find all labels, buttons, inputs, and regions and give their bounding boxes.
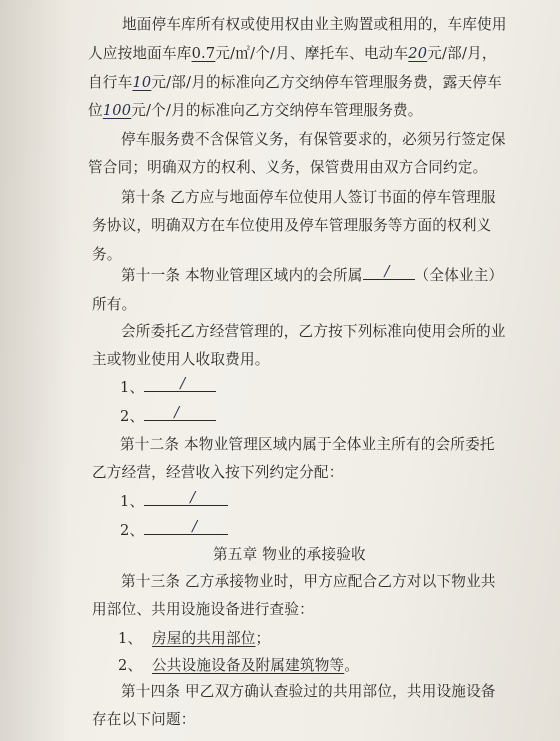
article-14-line1: 第十四条 甲乙双方确认查验过的共用部位，共用设施设备 <box>121 683 496 700</box>
article-13-item-1-num: 1、 <box>118 630 143 647</box>
p1-line2 <box>88 42 497 63</box>
p2-line1: 停车服务费不含保管义务，有保管要求的，必须另行签定保 <box>121 131 506 148</box>
article-11-line1 <box>121 264 503 285</box>
article-12-item-1-slash: / <box>190 489 196 506</box>
p1-line2-c: 元/部/月， <box>427 45 497 62</box>
club-item-1-blank <box>144 375 216 392</box>
p1-line4 <box>88 99 423 120</box>
article-10-line3: 务。 <box>92 246 122 263</box>
p1-line2-a: 人应按地面车库 <box>88 45 192 62</box>
p1-line3-a: 自行车 <box>88 74 133 91</box>
article-12-item-1 <box>120 490 228 511</box>
article-13-item-1 <box>118 627 270 648</box>
p1-line4-b: 元/个/月的标准向乙方交纳停车管理服务费。 <box>131 102 423 119</box>
page-shadow <box>0 0 70 741</box>
club-item-1-num: 1、 <box>120 379 145 396</box>
article-14-items <box>118 722 125 723</box>
club-owner-slash: / <box>384 263 390 280</box>
article-11-text: 第十一条 本物业管理区域内的会所属 <box>121 267 363 284</box>
article-12-item-2 <box>120 519 228 540</box>
club-line1: 会所委托乙方经营管理的，乙方按下列标准向使用会所的业 <box>121 323 506 340</box>
article-12-item-2-slash: / <box>192 518 198 535</box>
p1-line2-b: 元/㎡/个/月、摩托车、电动车 <box>215 45 409 62</box>
article-13-item-1-text: 房屋的共用部位 <box>151 630 256 647</box>
article-14-line2: 存在以下问题： <box>92 711 196 728</box>
club-owner-blank <box>363 263 415 280</box>
article-14-item-3-num <box>123 722 125 723</box>
article-12-line2: 乙方经营，经营收入按下列约定分配： <box>92 464 344 481</box>
article-10-line2: 务协议，明确双方在车位使用及停车管理服务等方面的权利义 <box>92 217 492 234</box>
p1-line4-a: 位 <box>88 102 103 119</box>
chapter-5-heading: 第五章 物业的承接验收 <box>213 546 366 563</box>
open-parking-rate-value: 100 <box>102 102 132 119</box>
article-12-item-1-blank <box>144 489 228 506</box>
p1-line1: 地面停车库所有权或使用权由业主购置或租用的，车库使用 <box>122 16 507 33</box>
article-11-owner: （全体业主） <box>414 267 504 284</box>
club-line2: 主或物业使用人收取费用。 <box>92 351 270 368</box>
club-item-1-slash: / <box>180 375 186 392</box>
article-11-line2: 所有。 <box>92 296 137 313</box>
article-13-item-2-num: 2、 <box>118 657 143 674</box>
garage-rate-value: 0.7 <box>191 45 216 62</box>
article-13-item-2-tail: 。 <box>344 657 360 674</box>
p1-line3 <box>88 71 502 92</box>
article-12-item-2-num: 2、 <box>120 522 145 539</box>
club-item-1 <box>120 376 216 397</box>
article-13-line1: 第十三条 乙方承接物业时，甲方应配合乙方对以下物业共 <box>121 573 496 590</box>
article-12-item-2-blank <box>144 518 228 535</box>
article-12-item-1-num: 1、 <box>120 493 145 510</box>
motorbike-rate-value: 20 <box>408 45 428 62</box>
article-13-line2: 用部位、共用设施设备进行查验： <box>92 601 314 618</box>
bicycle-rate-value: 10 <box>132 74 152 91</box>
p1-line3-b: 元/部/月的标准向乙方交纳停车管理服务费，露天停车 <box>151 74 502 91</box>
club-item-2 <box>120 405 216 426</box>
article-13-item-2-text: 公共设施设备及附属建筑物等 <box>151 657 345 674</box>
article-10-line1: 第十条 乙方应与地面停车位使用人签订书面的停车管理服 <box>121 189 496 206</box>
club-item-2-num: 2、 <box>120 408 145 425</box>
p2-line2: 管合同；明确双方的权利、义务，保管费用由双方合同约定。 <box>88 159 488 176</box>
article-13-item-2 <box>118 654 359 675</box>
article-12-line1: 第十二条 本物业管理区域内属于全体业主所有的会所委托 <box>120 436 495 453</box>
club-item-2-blank <box>144 404 216 421</box>
club-item-2-slash: / <box>174 404 180 421</box>
article-13-item-1-tail: ； <box>255 630 271 647</box>
